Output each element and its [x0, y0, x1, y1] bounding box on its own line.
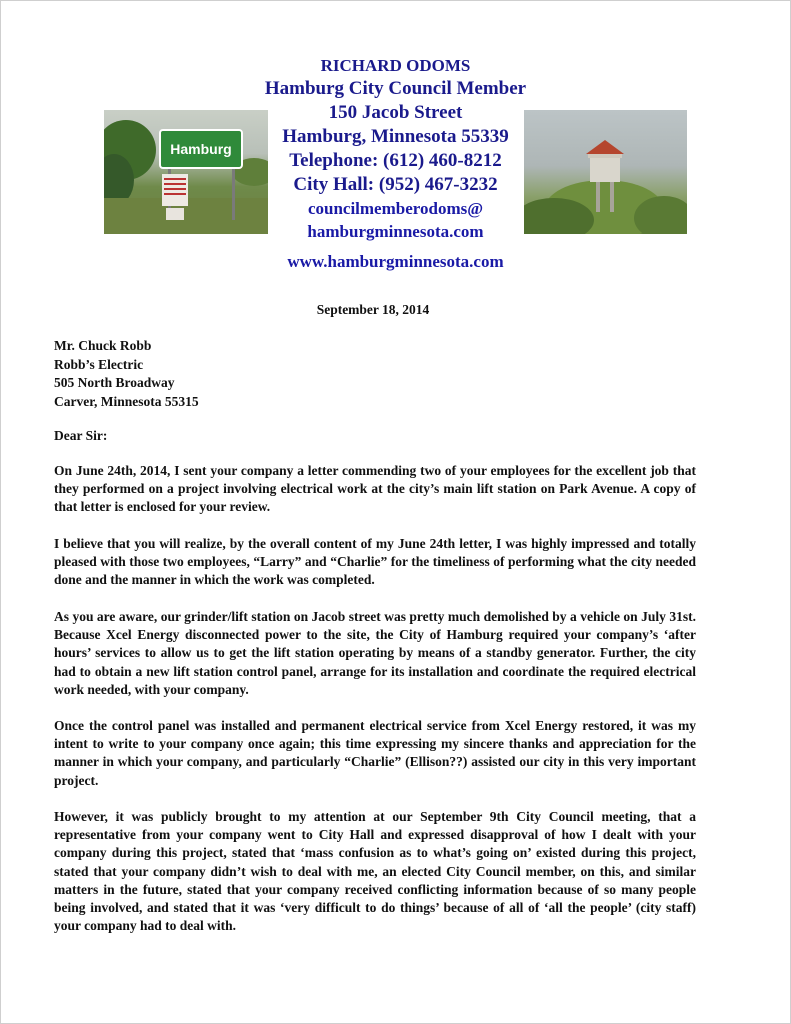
sign-text: Hamburg [170, 141, 232, 157]
recipient-city: Carver, Minnesota 55315 [54, 393, 199, 409]
water-tower-photo [524, 110, 687, 234]
letterhead-email-line2: hamburgminnesota.com [307, 222, 484, 241]
recipient-company: Robb’s Electric [54, 356, 144, 372]
recipient-street: 505 North Broadway [54, 375, 175, 391]
recipient-address [54, 337, 199, 411]
letterhead-email-line1: councilmemberodoms@ [307, 199, 484, 218]
letterhead-title: Hamburg City Council Member [264, 78, 527, 99]
letterhead-city: Hamburg, Minnesota 55339 [282, 126, 509, 147]
letterhead-name: RICHARD ODOMS [320, 56, 471, 75]
letterhead-telephone: Telephone: (612) 460-8212 [289, 150, 502, 171]
hamburg-sign-photo [104, 110, 268, 234]
salutation: Dear Sir: [54, 428, 108, 443]
letterhead-website: www.hamburgminnesota.com [287, 252, 504, 271]
recipient-name: Mr. Chuck Robb [54, 338, 152, 353]
body-paragraph-4: Once the control panel was installed and permanent electrical service from Xcel Energy restored, it was my intent to write to your company once again; this time expressing my sincere thanks and appreciation for the manner in which your company, and particularly “Charlie” (Ellison??) assisted our city in this very important project. [54, 718, 696, 788]
letter-date: September 18, 2014 [316, 302, 430, 317]
letterhead-city-hall: City Hall: (952) 467-3232 [293, 174, 498, 195]
body-paragraph-3: As you are aware, our grinder/lift station on Jacob street was pretty much demolished by a vehicle on July 31st. Because Xcel Energy disconnected power to the site, the City of Hamburg required your company’s ‘after hours’ services to allow us to get the lift station operating by means of a standby generator. Further, the city had to obtain a new lift station control panel, arrange for its installation and coordinate the required electrical work needed, with your company. [54, 609, 696, 697]
body-paragraph-2: I believe that you will realize, by the overall content of my June 24th letter, I was highly impressed and totally pleased with those two employees, “Larry” and “Charlie” for the timeliness of performing what the city needed done and the manner in which the work was completed. [54, 536, 696, 588]
letterhead-street: 150 Jacob Street [328, 102, 463, 123]
body-paragraph-5: However, it was publicly brought to my attention at our September 9th City Council meeting, that a representative from your company went to City Hall and expressed disapproval of how I dealt with your company during this project, stated that ‘mass confusion as to what’s going on’ existed during this project, stated that your company didn’t wish to deal with me, an elected City Council member, on this, and similar matters in the future, stated that your company received conflicting information because of so many people being involved, and stated that it was ‘very difficult to do things’ because of all of ‘all the people’ (city staff) your company had to deal with. [54, 809, 696, 934]
body-paragraph-1: On June 24th, 2014, I sent your company a letter commending two of your employees for the excellent job that they performed on a project involving electrical work at the city’s main lift station on Park Avenue. A copy of that letter is enclosed for your review. [54, 463, 696, 515]
